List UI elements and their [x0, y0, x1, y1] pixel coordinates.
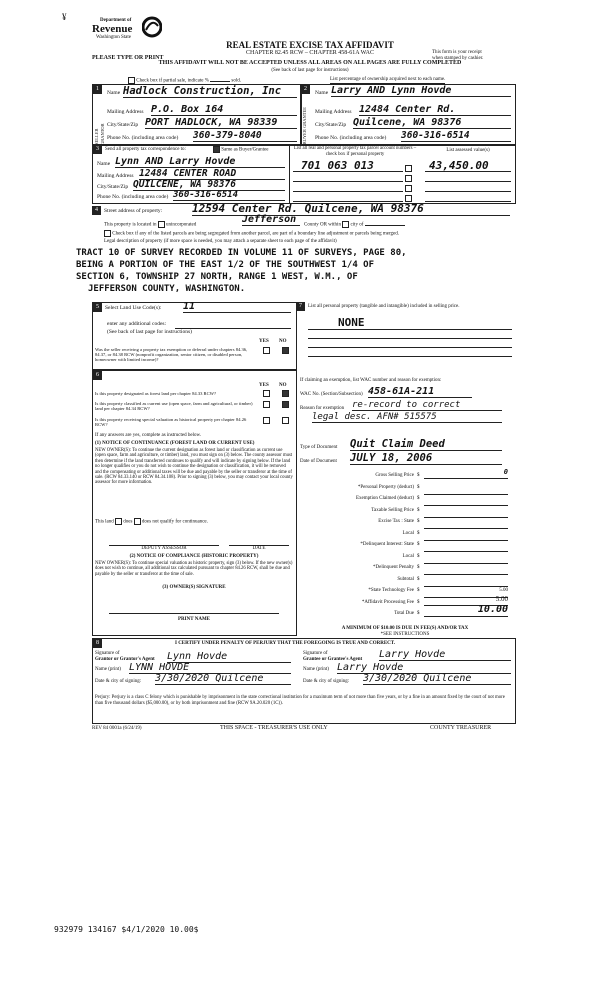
seller-mail-label: Mailing Address [107, 109, 144, 115]
tax-row [296, 493, 514, 503]
grantor-date-field[interactable]: 3/30/2020 Quilcene [155, 673, 291, 685]
recording-stamp: 932979 134167 $4/1/2020 10.00$ [54, 925, 199, 934]
same-as-buyer-checkbox[interactable] [213, 146, 220, 153]
tax-row [296, 551, 514, 561]
buyer-mail-field[interactable]: 12484 Center Rd. [359, 104, 511, 116]
buyer-city-field[interactable]: Quilcene, WA 98376 [353, 117, 511, 129]
historic-yes-checkbox[interactable] [263, 417, 270, 424]
dor-line3: Washington State [96, 35, 132, 40]
tax-row-label: *Delinquent Penalty [373, 565, 414, 570]
dollar-sign: $ [417, 553, 420, 559]
personal-property-field[interactable]: NONE [338, 316, 365, 329]
county-field[interactable]: Jefferson [242, 214, 300, 226]
corr-phone-field[interactable]: 360-316-6514 [173, 190, 285, 201]
dollar-sign: $ [417, 565, 420, 570]
section-7-area [296, 302, 514, 637]
buyer-side-label: BUYER GRANTEE [302, 107, 307, 145]
this-land-row [95, 518, 208, 526]
dollar-sign: $ [417, 507, 420, 513]
partial-sale-label: Check box if partial sale, indicate % [136, 78, 209, 84]
tax-row-label: Exemption Claimed (deduct) [355, 496, 414, 501]
historic-question: Is this property receiving special valuation as historical property per chapter 84.26 RCW? [95, 417, 247, 428]
continuance-text: NEW OWNER(S): To continue the current designation as forest land or classification as current use (open space, farm and agriculture, or timber) land, you must sign on (3) below. The county assessor must then determine if the land transferred continues to qualify and will indicate by signing below. If the land no longer qualifies or you do not wish to continue the designation or classification, it will be removed and the compensating or additional taxes will be due and payable by the seller or transferor at the time of sale. (RCW 84.33.140 or RCW 84.34.108). Prior to signing (3) below, you may contact your local county assessor for more information. [95, 448, 293, 486]
doc-date-field[interactable]: JULY 18, 2006 [350, 452, 502, 465]
parcel-header: List all real and personal property tax parcel account numbers – check box if personal property [293, 146, 417, 157]
grantee-name-label: Name (print) [303, 667, 329, 672]
grantee-sig-label-b: Grantee or Grantee's Agent [303, 657, 363, 662]
see-back: (See back of last page for instructions) [271, 68, 349, 73]
section-6-number: 6 [93, 371, 102, 380]
tax-row-label: Local [402, 553, 414, 559]
tax-row-label: Local [402, 530, 414, 536]
section-2-number: 2 [301, 85, 310, 94]
wac-field[interactable]: 458-61A-211 [368, 386, 472, 398]
grantee-sig-label-a: Signature of [303, 651, 328, 656]
owner-signature-label: (3) OWNER(S) SIGNATURE [162, 585, 226, 590]
additional-codes-field[interactable] [175, 321, 291, 329]
corr-city-field[interactable]: QUILCENE, WA 98376 [133, 179, 285, 191]
tax-row-label: *Personal Property (deduct) [357, 484, 414, 490]
does-checkbox[interactable] [115, 518, 122, 525]
tax-row-value[interactable]: 0 [424, 469, 508, 479]
deputy-date-label: DATE [252, 546, 266, 551]
doc-date-label: Date of Document [300, 459, 337, 464]
grantor-name-label: Name (print) [95, 667, 121, 672]
exemption-claim-label: If claiming an exemption, list WAC number and reason for exemption: [300, 378, 442, 383]
tax-row [296, 528, 514, 538]
corr-city-label: City/State/Zip [97, 184, 129, 190]
county-or-label: County OR within [304, 222, 341, 228]
treasurer-use-only: THIS SPACE - TREASURER'S USE ONLY [220, 725, 328, 731]
grantee-date-field[interactable]: 3/30/2020 Quilcene [363, 673, 511, 685]
reason-label: Reason for exemption [300, 406, 345, 411]
legal-line-3: SECTION 6, TOWNSHIP 27 NORTH, RANGE 1 WEST, W.M., OF [76, 272, 358, 282]
segregated-row [104, 230, 399, 238]
tax-row-label: *Affidavit Processing Fee [361, 599, 414, 605]
current-use-question: Is this property classified as current use (open space, farm and agricultural, or timber) land per chapter 84.34 RCW? [95, 401, 253, 412]
assessed-header: List assessed value(s) [446, 148, 490, 153]
seller-phone-label: Phone No. (including area code) [107, 135, 179, 141]
grantor-sig-label-b: Grantor or Grantor's Agent [95, 657, 155, 662]
personal-label: List all personal property (tangible and intangible) included in selling price. [308, 304, 460, 309]
dollar-sign: $ [417, 611, 420, 616]
legal-line-1: TRACT 10 OF SURVEY RECORDED IN VOLUME 11 OF SURVEYS, PAGE 80, [76, 248, 407, 258]
grantee-date-label: Date & city of signing: [303, 679, 350, 684]
perjury-text: Perjury: Perjury is a class C felony which is punishable by imprisonment in the state correctional institution for a maximum term of not more than five years, or by a fine in an amount fixed by the court of not more than five thousand dollars ($5,000.00), or by both imprisonment and fine (RCW 9A.20.020 (1C)). [95, 695, 505, 706]
tax-row [296, 585, 514, 595]
tax-row-value[interactable]: 5.00 [424, 588, 508, 598]
seller-phone-field[interactable]: 360-379-8040 [193, 130, 297, 142]
county-or-row [304, 221, 405, 229]
print-name-label: PRINT NAME [178, 617, 210, 622]
s5-yes-checkbox[interactable] [263, 347, 270, 354]
grantor-date-label: Date & city of signing: [95, 679, 142, 684]
s6-no-header: NO [279, 383, 287, 388]
parcel-2-checkbox[interactable] [405, 175, 412, 182]
seller-name-label: Name [107, 90, 121, 96]
wac-label: WAC No. (Section/Subsection) [300, 392, 363, 397]
dor-swirl-icon [142, 16, 162, 38]
forest-yes-checkbox[interactable] [263, 390, 270, 397]
tax-row-label: Gross Selling Price [375, 473, 414, 478]
current-use-no-checkbox[interactable] [282, 401, 289, 408]
seller-box [92, 84, 302, 146]
street-label: Street address of property: [104, 208, 163, 214]
grantee-signature[interactable]: Larry Hovde [379, 649, 511, 661]
tax-row-label: Taxable Selling Price [371, 507, 414, 513]
section5-see-back: (See back of last page for instructions) [107, 329, 192, 335]
section-7-number: 7 [296, 302, 305, 311]
receipt-line1: This form is your receipt [432, 50, 482, 55]
corr-phone-label: Phone No. (including area code) [97, 194, 169, 200]
tax-row-label: *Delinquent Interest: State [360, 542, 414, 547]
tax-row [296, 574, 514, 584]
please-type: PLEASE TYPE OR PRINT [92, 55, 164, 61]
section-5-box [92, 302, 297, 370]
located-row [104, 221, 196, 229]
historic-no-checkbox[interactable] [282, 417, 289, 424]
same-as-buyer-label: Same as Buyer/Grantee [221, 147, 269, 153]
legal-label: Legal description of property (if more space is needed, you may attach a separate sheet to each page of the affidavit) [104, 239, 337, 244]
dor-logo [92, 18, 182, 41]
certify-text: I CERTIFY UNDER PENALTY OF PERJURY THAT THE FOREGOING IS TRUE AND CORRECT. [175, 641, 396, 646]
exemption-question: Was the seller receiving a property tax exemption or deferral under chapters 84.36, 84.37, or 84.38 RCW (nonprofit organization, senior citizen, or disabled person, homeowner with limited income)? [95, 347, 248, 363]
section-8-number: 8 [93, 639, 102, 648]
doc-type-field[interactable]: Quit Claim Deed [350, 438, 502, 451]
dollar-sign: $ [417, 496, 420, 501]
seller-city-field[interactable]: PORT HADLOCK, WA 98339 [145, 117, 297, 129]
form-title: REAL ESTATE EXCISE TAX AFFIDAVIT [226, 40, 394, 50]
legal-line-2: BEING A PORTION OF THE EAST 1/2 OF THE SOUTHWEST 1/4 OF [76, 260, 375, 270]
does-label: does [123, 519, 133, 525]
section-1-number: 1 [93, 85, 102, 94]
city-of-label: city of [350, 222, 364, 228]
tax-row [296, 539, 514, 549]
parcel-1-checkbox[interactable] [405, 165, 412, 172]
deputy-assessor-label: DEPUTY ASSESSOR [141, 546, 187, 551]
section-5-number: 5 [93, 303, 102, 312]
buyer-city-label: City/State/Zip [315, 122, 347, 128]
corr-name-field[interactable]: Lynn AND Larry Hovde [115, 156, 285, 168]
corner-mark: ¥ [62, 12, 67, 22]
seller-city-label: City/State/Zip [107, 122, 139, 128]
tax-row-label: Subtotal [397, 576, 414, 582]
section-3-box [92, 144, 516, 204]
qualify-label: qualify for continuance. [159, 519, 208, 525]
segregated-checkbox[interactable] [104, 230, 111, 237]
tax-row [296, 482, 514, 492]
tax-row [296, 505, 514, 515]
section-4-number: 4 [92, 206, 101, 215]
buyer-mail-label: Mailing Address [315, 109, 352, 115]
dollar-sign: $ [417, 519, 420, 524]
unincorporated-label: unincorporated [166, 222, 197, 228]
tax-row-value[interactable]: 10.00 [424, 607, 508, 617]
tax-row-label: *State Technology Fee [368, 588, 414, 593]
receipt-line2: when stamped by cashier. [432, 56, 484, 61]
doc-type-label: Type of Document [300, 445, 338, 450]
form-warning: THIS AFFIDAVIT WILL NOT BE ACCEPTED UNLESS ALL AREAS ON ALL PAGES ARE FULLY COMPLETED [158, 60, 462, 66]
dollar-sign: $ [417, 599, 420, 605]
dor-line1: Department of [100, 18, 132, 23]
see-instructions: *SEE INSTRUCTIONS [380, 632, 430, 637]
seller-side-label: SELLER GRANTOR [94, 123, 105, 145]
assessed-value[interactable]: 43,450.00 [429, 159, 489, 172]
tax-row [296, 604, 514, 618]
receipt-note [432, 50, 512, 62]
street-field[interactable]: 12594 Center Rd. Quilcene, WA 98376 [192, 202, 510, 216]
historic-text: NEW OWNER(S): To continue special valuation as historic property, sign (3) below. If the new owner(s) does not wish to continue, all additional tax calculated pursuant to chapter 84.26 RCW, shall be due and payable by the seller or transferor at the time of sale. [95, 561, 293, 577]
does-not-label: does not [141, 519, 159, 525]
dollar-sign: $ [417, 542, 420, 547]
buyer-box [300, 84, 516, 146]
reason-field-2[interactable]: legal desc. AFN# 515575 [312, 412, 502, 423]
segregated-label: Check box if any of the listed parcels are being segregated from another parcel, are part of a boundary line adjustment or parcels being merged. [112, 231, 399, 237]
buyer-phone-field[interactable]: 360-316-6514 [401, 130, 511, 142]
tax-row-label: Total Due [394, 611, 414, 616]
complete-note: If any answers are yes, complete as instructed below. [95, 433, 202, 438]
corr-mail-field[interactable]: 12484 CENTER ROAD [139, 168, 285, 180]
continuance-title: (1) NOTICE OF CONTINUANCE (FOREST LAND OR CURRENT USE) [95, 441, 255, 446]
sold-label: sold. [231, 78, 241, 84]
grantor-signature[interactable]: Lynn Hovde [167, 651, 291, 663]
city-checkbox[interactable] [342, 221, 349, 228]
grantor-name-field[interactable]: LYNN HOVDE [129, 662, 291, 674]
historic-title: (2) NOTICE OF COMPLIANCE (HISTORIC PROPERTY) [129, 554, 259, 559]
tax-row [296, 516, 514, 526]
dor-line2: Revenue [92, 23, 133, 35]
additional-codes-label: enter any additional codes: [107, 321, 167, 327]
s5-yes-header: YES [259, 339, 269, 344]
tax-row [296, 470, 514, 480]
dollar-sign: $ [417, 576, 420, 582]
land-use-label: Select Land Use Code(s): [105, 305, 162, 311]
this-land-label: This land [95, 519, 114, 525]
s5-no-checkbox[interactable] [282, 347, 289, 354]
dollar-sign: $ [417, 530, 420, 536]
parcel-number[interactable]: 701 063 013 [301, 159, 374, 172]
form-chapter: CHAPTER 82.45 RCW – CHAPTER 458-61A WAC [246, 50, 374, 56]
tax-row-value[interactable]: 5.00 [424, 596, 508, 606]
same-as-buyer [213, 146, 268, 154]
current-use-yes-checkbox[interactable] [263, 401, 270, 408]
tax-row-label: Excise Tax : State [378, 519, 414, 524]
buyer-name-field[interactable]: Larry AND Lynn Hovde [331, 85, 511, 97]
s6-yes-header: YES [259, 383, 269, 388]
forest-question: Is this property designated as forest land per chapter 84.33 RCW? [95, 391, 217, 396]
forest-no-checkbox[interactable] [282, 390, 289, 397]
parcel-3-checkbox[interactable] [405, 185, 412, 192]
s5-no-header: NO [279, 339, 287, 344]
land-use-field[interactable]: 11 [183, 301, 291, 313]
does-not-checkbox[interactable] [134, 518, 141, 525]
rev-number: REV 84 0001a (6/24/19) [92, 726, 142, 731]
partial-sale-checkbox[interactable] [128, 77, 135, 84]
located-label: This property is located in [104, 222, 157, 228]
reason-field-1[interactable]: re-record to correct [352, 400, 502, 411]
seller-mail-field[interactable]: P.O. Box 164 [151, 104, 297, 116]
corr-mail-label: Mailing Address [97, 173, 134, 179]
grantee-name-field[interactable]: Larry Hovde [337, 662, 511, 674]
corr-name-label: Name [97, 161, 111, 167]
dollar-sign: $ [417, 473, 420, 478]
section-8-box [92, 638, 516, 724]
section-6-box [92, 370, 297, 636]
legal-line-4: JEFFERSON COUNTY, WASHINGTON. [88, 284, 246, 294]
grantor-sig-label-a: Signature of [95, 651, 120, 656]
correspondence-label: Send all property tax correspondence to: [105, 147, 186, 152]
parcel-4-checkbox[interactable] [405, 195, 412, 202]
list-percentage: List percentage of ownership acquired next to each name. [330, 77, 446, 82]
seller-name-field[interactable]: Hadlock Construction, Inc [123, 85, 297, 98]
minimum-due: A MINIMUM OF $10.00 IS DUE IN FEE(S) AND/OR TAX [341, 626, 469, 631]
unincorporated-checkbox[interactable] [158, 221, 165, 228]
legal-description[interactable] [76, 247, 596, 295]
county-treasurer: COUNTY TREASURER [430, 725, 492, 731]
tax-row [296, 562, 514, 572]
dollar-sign: $ [417, 484, 420, 490]
section-3-number: 3 [93, 145, 102, 154]
buyer-name-label: Name [315, 90, 329, 96]
buyer-phone-label: Phone No. (including area code) [315, 135, 387, 141]
dollar-sign: $ [417, 588, 420, 593]
